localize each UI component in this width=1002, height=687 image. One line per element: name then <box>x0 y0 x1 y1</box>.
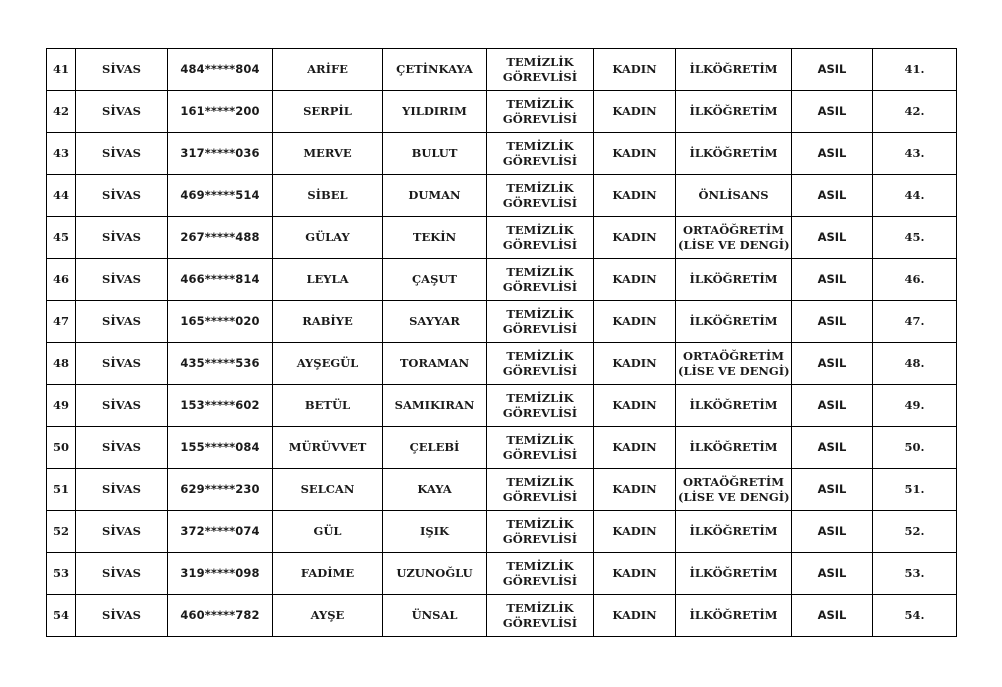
id-number-cell: 469*****514 <box>168 175 273 217</box>
gender-cell: KADIN <box>594 217 676 259</box>
education-cell <box>676 427 792 469</box>
position-cell <box>487 133 594 175</box>
education-cell-line: ORTAÖĞRETİM <box>682 222 785 237</box>
table-row <box>47 91 957 133</box>
status-cell: ASIL <box>792 91 873 133</box>
education-cell-line: İLKÖĞRETİM <box>689 146 778 160</box>
gender-cell: KADIN <box>594 427 676 469</box>
status-cell: ASIL <box>792 175 873 217</box>
city-cell: SİVAS <box>76 91 168 133</box>
table-row <box>47 175 957 217</box>
id-number-cell: 629*****230 <box>168 469 273 511</box>
row-number: 52 <box>47 511 76 553</box>
education-cell <box>676 553 792 595</box>
row-number: 44 <box>47 175 76 217</box>
position-cell-line: TEMİZLİK <box>506 432 574 447</box>
surname-cell: ÇAŞUT <box>383 259 487 301</box>
first-name-cell: MERVE <box>273 133 383 175</box>
order-cell: 54. <box>873 595 957 637</box>
position-cell-line: GÖREVLİSİ <box>502 489 578 504</box>
first-name-cell: SERPİL <box>273 91 383 133</box>
status-cell: ASIL <box>792 385 873 427</box>
first-name-cell: GÜLAY <box>273 217 383 259</box>
surname-cell: KAYA <box>383 469 487 511</box>
position-cell-line: TEMİZLİK <box>506 264 574 279</box>
first-name-cell: AYŞE <box>273 595 383 637</box>
position-cell-line: GÖREVLİSİ <box>502 405 578 420</box>
table-row <box>47 595 957 637</box>
status-cell: ASIL <box>792 511 873 553</box>
education-cell <box>676 259 792 301</box>
order-cell: 50. <box>873 427 957 469</box>
position-cell <box>487 49 594 91</box>
surname-cell: ÇETİNKAYA <box>383 49 487 91</box>
education-cell-line: ORTAÖĞRETİM <box>682 474 785 489</box>
gender-cell: KADIN <box>594 175 676 217</box>
table-body <box>47 49 957 637</box>
row-number: 49 <box>47 385 76 427</box>
city-cell: SİVAS <box>76 427 168 469</box>
position-cell <box>487 343 594 385</box>
id-number-cell: 155*****084 <box>168 427 273 469</box>
first-name-cell: SİBEL <box>273 175 383 217</box>
gender-cell: KADIN <box>594 259 676 301</box>
status-cell: ASIL <box>792 595 873 637</box>
position-cell-line: GÖREVLİSİ <box>502 69 578 84</box>
position-cell <box>487 217 594 259</box>
education-cell-line: İLKÖĞRETİM <box>689 62 778 76</box>
surname-cell: SAMIKIRAN <box>383 385 487 427</box>
position-cell-line: TEMİZLİK <box>506 180 574 195</box>
status-cell: ASIL <box>792 469 873 511</box>
position-cell-line: GÖREVLİSİ <box>502 153 578 168</box>
table-row <box>47 427 957 469</box>
id-number-cell: 319*****098 <box>168 553 273 595</box>
row-number: 45 <box>47 217 76 259</box>
position-cell-line: TEMİZLİK <box>506 138 574 153</box>
position-cell-line: TEMİZLİK <box>506 558 574 573</box>
first-name-cell: BETÜL <box>273 385 383 427</box>
order-cell: 51. <box>873 469 957 511</box>
order-cell: 48. <box>873 343 957 385</box>
education-cell-line: İLKÖĞRETİM <box>689 398 778 412</box>
gender-cell: KADIN <box>594 511 676 553</box>
first-name-cell: ARİFE <box>273 49 383 91</box>
first-name-cell: LEYLA <box>273 259 383 301</box>
city-cell: SİVAS <box>76 49 168 91</box>
document-page <box>46 48 956 637</box>
position-cell <box>487 301 594 343</box>
education-cell <box>676 217 792 259</box>
gender-cell: KADIN <box>594 469 676 511</box>
surname-cell: DUMAN <box>383 175 487 217</box>
city-cell: SİVAS <box>76 175 168 217</box>
position-cell-line: GÖREVLİSİ <box>502 447 578 462</box>
id-number-cell: 435*****536 <box>168 343 273 385</box>
first-name-cell: AYŞEGÜL <box>273 343 383 385</box>
order-cell: 45. <box>873 217 957 259</box>
city-cell: SİVAS <box>76 343 168 385</box>
surname-cell: ÜNSAL <box>383 595 487 637</box>
education-cell-line: (LİSE VE DENGİ) <box>678 237 790 252</box>
first-name-cell: RABİYE <box>273 301 383 343</box>
status-cell: ASIL <box>792 133 873 175</box>
city-cell: SİVAS <box>76 469 168 511</box>
position-cell <box>487 91 594 133</box>
surname-cell: TORAMAN <box>383 343 487 385</box>
order-cell: 42. <box>873 91 957 133</box>
education-cell <box>676 595 792 637</box>
row-number: 50 <box>47 427 76 469</box>
position-cell-line: TEMİZLİK <box>506 222 574 237</box>
gender-cell: KADIN <box>594 133 676 175</box>
city-cell: SİVAS <box>76 301 168 343</box>
education-cell-line: (LİSE VE DENGİ) <box>678 363 790 378</box>
position-cell-line: TEMİZLİK <box>506 600 574 615</box>
position-cell <box>487 427 594 469</box>
city-cell: SİVAS <box>76 595 168 637</box>
position-cell-line: GÖREVLİSİ <box>502 615 578 630</box>
position-cell <box>487 511 594 553</box>
education-cell <box>676 343 792 385</box>
gender-cell: KADIN <box>594 91 676 133</box>
position-cell-line: GÖREVLİSİ <box>502 363 578 378</box>
id-number-cell: 153*****602 <box>168 385 273 427</box>
education-cell-line: İLKÖĞRETİM <box>689 272 778 286</box>
surname-cell: IŞIK <box>383 511 487 553</box>
position-cell <box>487 595 594 637</box>
id-number-cell: 460*****782 <box>168 595 273 637</box>
education-cell-line: İLKÖĞRETİM <box>689 566 778 580</box>
id-number-cell: 372*****074 <box>168 511 273 553</box>
gender-cell: KADIN <box>594 301 676 343</box>
position-cell <box>487 259 594 301</box>
position-cell-line: TEMİZLİK <box>506 348 574 363</box>
surname-cell: UZUNOĞLU <box>383 553 487 595</box>
gender-cell: KADIN <box>594 595 676 637</box>
position-cell <box>487 385 594 427</box>
first-name-cell: FADİME <box>273 553 383 595</box>
order-cell: 41. <box>873 49 957 91</box>
status-cell: ASIL <box>792 49 873 91</box>
table-row <box>47 133 957 175</box>
education-cell-line: İLKÖĞRETİM <box>689 104 778 118</box>
position-cell-line: TEMİZLİK <box>506 306 574 321</box>
surname-cell: TEKİN <box>383 217 487 259</box>
position-cell-line: GÖREVLİSİ <box>502 573 578 588</box>
city-cell: SİVAS <box>76 553 168 595</box>
id-number-cell: 484*****804 <box>168 49 273 91</box>
status-cell: ASIL <box>792 301 873 343</box>
id-number-cell: 466*****814 <box>168 259 273 301</box>
row-number: 47 <box>47 301 76 343</box>
candidate-table <box>46 48 957 637</box>
table-row <box>47 385 957 427</box>
row-number: 41 <box>47 49 76 91</box>
position-cell <box>487 175 594 217</box>
table-row <box>47 553 957 595</box>
surname-cell: ÇELEBİ <box>383 427 487 469</box>
row-number: 42 <box>47 91 76 133</box>
row-number: 51 <box>47 469 76 511</box>
position-cell <box>487 469 594 511</box>
gender-cell: KADIN <box>594 343 676 385</box>
status-cell: ASIL <box>792 217 873 259</box>
row-number: 53 <box>47 553 76 595</box>
status-cell: ASIL <box>792 343 873 385</box>
table-row <box>47 217 957 259</box>
position-cell-line: GÖREVLİSİ <box>502 195 578 210</box>
status-cell: ASIL <box>792 553 873 595</box>
education-cell-line: İLKÖĞRETİM <box>689 524 778 538</box>
position-cell-line: TEMİZLİK <box>506 516 574 531</box>
education-cell-line: (LİSE VE DENGİ) <box>678 489 790 504</box>
position-cell-line: GÖREVLİSİ <box>502 321 578 336</box>
order-cell: 47. <box>873 301 957 343</box>
education-cell <box>676 385 792 427</box>
id-number-cell: 161*****200 <box>168 91 273 133</box>
education-cell-line: İLKÖĞRETİM <box>689 608 778 622</box>
education-cell <box>676 469 792 511</box>
city-cell: SİVAS <box>76 133 168 175</box>
order-cell: 53. <box>873 553 957 595</box>
table-row <box>47 49 957 91</box>
surname-cell: SAYYAR <box>383 301 487 343</box>
education-cell-line: ÖNLİSANS <box>698 188 769 202</box>
position-cell-line: GÖREVLİSİ <box>502 279 578 294</box>
table-row <box>47 511 957 553</box>
position-cell-line: GÖREVLİSİ <box>502 237 578 252</box>
education-cell <box>676 175 792 217</box>
city-cell: SİVAS <box>76 259 168 301</box>
order-cell: 43. <box>873 133 957 175</box>
gender-cell: KADIN <box>594 49 676 91</box>
position-cell-line: TEMİZLİK <box>506 390 574 405</box>
education-cell <box>676 133 792 175</box>
order-cell: 49. <box>873 385 957 427</box>
education-cell-line: ORTAÖĞRETİM <box>682 348 785 363</box>
gender-cell: KADIN <box>594 385 676 427</box>
order-cell: 52. <box>873 511 957 553</box>
position-cell-line: GÖREVLİSİ <box>502 531 578 546</box>
row-number: 54 <box>47 595 76 637</box>
row-number: 48 <box>47 343 76 385</box>
position-cell-line: GÖREVLİSİ <box>502 111 578 126</box>
status-cell: ASIL <box>792 259 873 301</box>
education-cell <box>676 49 792 91</box>
id-number-cell: 317*****036 <box>168 133 273 175</box>
first-name-cell: GÜL <box>273 511 383 553</box>
education-cell <box>676 91 792 133</box>
row-number: 43 <box>47 133 76 175</box>
status-cell: ASIL <box>792 427 873 469</box>
table-row <box>47 301 957 343</box>
table-row <box>47 469 957 511</box>
position-cell <box>487 553 594 595</box>
gender-cell: KADIN <box>594 553 676 595</box>
city-cell: SİVAS <box>76 385 168 427</box>
first-name-cell: MÜRÜVVET <box>273 427 383 469</box>
id-number-cell: 267*****488 <box>168 217 273 259</box>
education-cell-line: İLKÖĞRETİM <box>689 314 778 328</box>
position-cell-line: TEMİZLİK <box>506 96 574 111</box>
city-cell: SİVAS <box>76 511 168 553</box>
order-cell: 44. <box>873 175 957 217</box>
id-number-cell: 165*****020 <box>168 301 273 343</box>
order-cell: 46. <box>873 259 957 301</box>
position-cell-line: TEMİZLİK <box>506 474 574 489</box>
position-cell-line: TEMİZLİK <box>506 54 574 69</box>
first-name-cell: SELCAN <box>273 469 383 511</box>
education-cell-line: İLKÖĞRETİM <box>689 440 778 454</box>
surname-cell: BULUT <box>383 133 487 175</box>
table-row <box>47 259 957 301</box>
table-row <box>47 343 957 385</box>
city-cell: SİVAS <box>76 217 168 259</box>
education-cell <box>676 511 792 553</box>
education-cell <box>676 301 792 343</box>
row-number: 46 <box>47 259 76 301</box>
surname-cell: YILDIRIM <box>383 91 487 133</box>
